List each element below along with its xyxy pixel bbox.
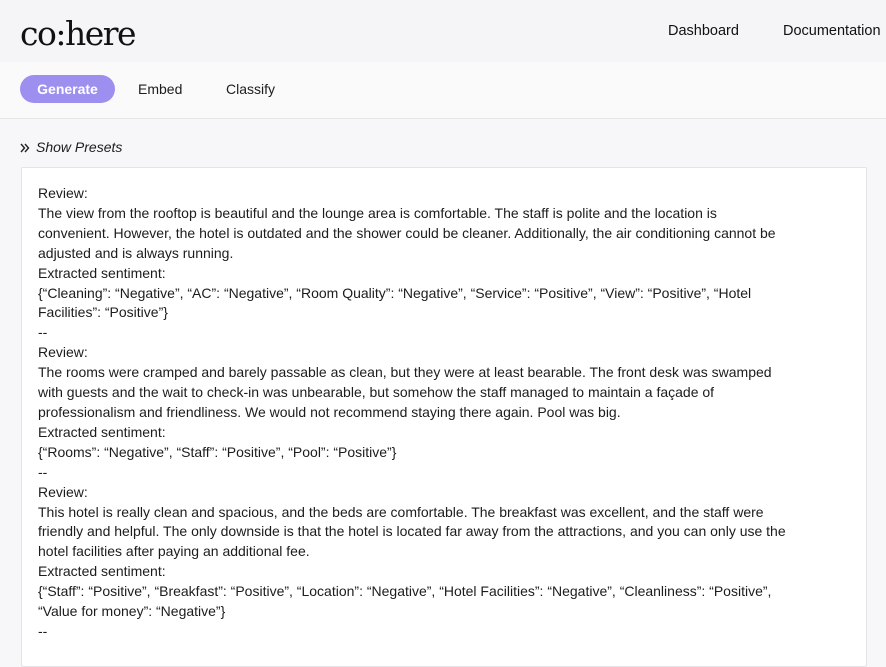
prompt-line: The view from the rooftop is beautiful and the lounge area is comfortable. The staff is polite and the location is — [38, 204, 717, 221]
prompt-line: Review: — [38, 483, 88, 500]
prompt-line: hotel facilities after paying an additional fee. — [38, 543, 310, 560]
prompt-line: “Value for money”: “Negative”} — [38, 603, 226, 620]
nav-dashboard-link[interactable]: Dashboard — [668, 23, 739, 39]
prompt-line: -- — [38, 622, 48, 639]
prompt-line: friendly and helpful. The only downside is that the hotel is located far away from the attractions, and you can only use the — [38, 523, 786, 540]
mode-tabs — [0, 62, 886, 119]
prompt-line: Review: — [38, 185, 88, 201]
prompt-line: Extracted sentiment: — [38, 563, 166, 580]
cohere-logo[interactable]: co:here — [20, 14, 136, 53]
prompt-line: The rooms were cramped and barely passable as clean, but they were at least bearable. The front desk was swamped — [38, 364, 772, 381]
double-chevron-right-icon — [20, 137, 30, 157]
prompt-line: adjusted and is always running. — [38, 244, 234, 261]
prompt-line: professionalism and friendliness. We would not recommend staying there again. Pool was big. — [38, 403, 621, 420]
prompt-line: {“Rooms”: “Negative”, “Staff”: “Positive”, “Pool”: “Positive”} — [38, 443, 397, 460]
tab-generate[interactable]: Generate — [20, 75, 115, 103]
prompt-line: with guests and the wait to check-in was unbearable, but somehow the staff managed to maintain a façade of — [38, 384, 715, 401]
nav-documentation-link[interactable]: Documentation — [783, 23, 881, 39]
show-presets-label: Show Presets — [36, 139, 123, 155]
tab-embed[interactable]: Embed — [138, 81, 183, 97]
prompt-line: Extracted sentiment: — [38, 423, 166, 440]
show-presets-toggle[interactable] — [20, 137, 122, 157]
prompt-line: Review: — [38, 344, 88, 361]
prompt-textarea[interactable] — [21, 167, 867, 667]
prompt-line: This hotel is really clean and spacious, and the beds are comfortable. The breakfast was excellent, and the staff were — [38, 503, 764, 520]
prompt-line: Facilities”: “Positive”} — [38, 304, 168, 321]
prompt-line: {“Cleaning”: “Negative”, “AC”: “Negative”, “Room Quality”: “Negative”, “Service”: “Positive”, “View”: “Positive”, “Hotel — [38, 284, 752, 301]
prompt-line: -- — [38, 463, 48, 480]
prompt-line: Extracted sentiment: — [38, 264, 166, 281]
prompt-line: {“Staff”: “Positive”, “Breakfast”: “Positive”, “Location”: “Negative”, “Hotel Facilities”: “Negative”, “Cleanliness”: “Positive”, — [38, 583, 772, 600]
tab-classify[interactable]: Classify — [226, 81, 276, 97]
prompt-line: -- — [38, 324, 48, 341]
top-header — [0, 0, 886, 62]
prompt-line: convenient. However, the hotel is outdated and the shower could be cleaner. Additionally, the air conditioning cannot be — [38, 224, 776, 241]
